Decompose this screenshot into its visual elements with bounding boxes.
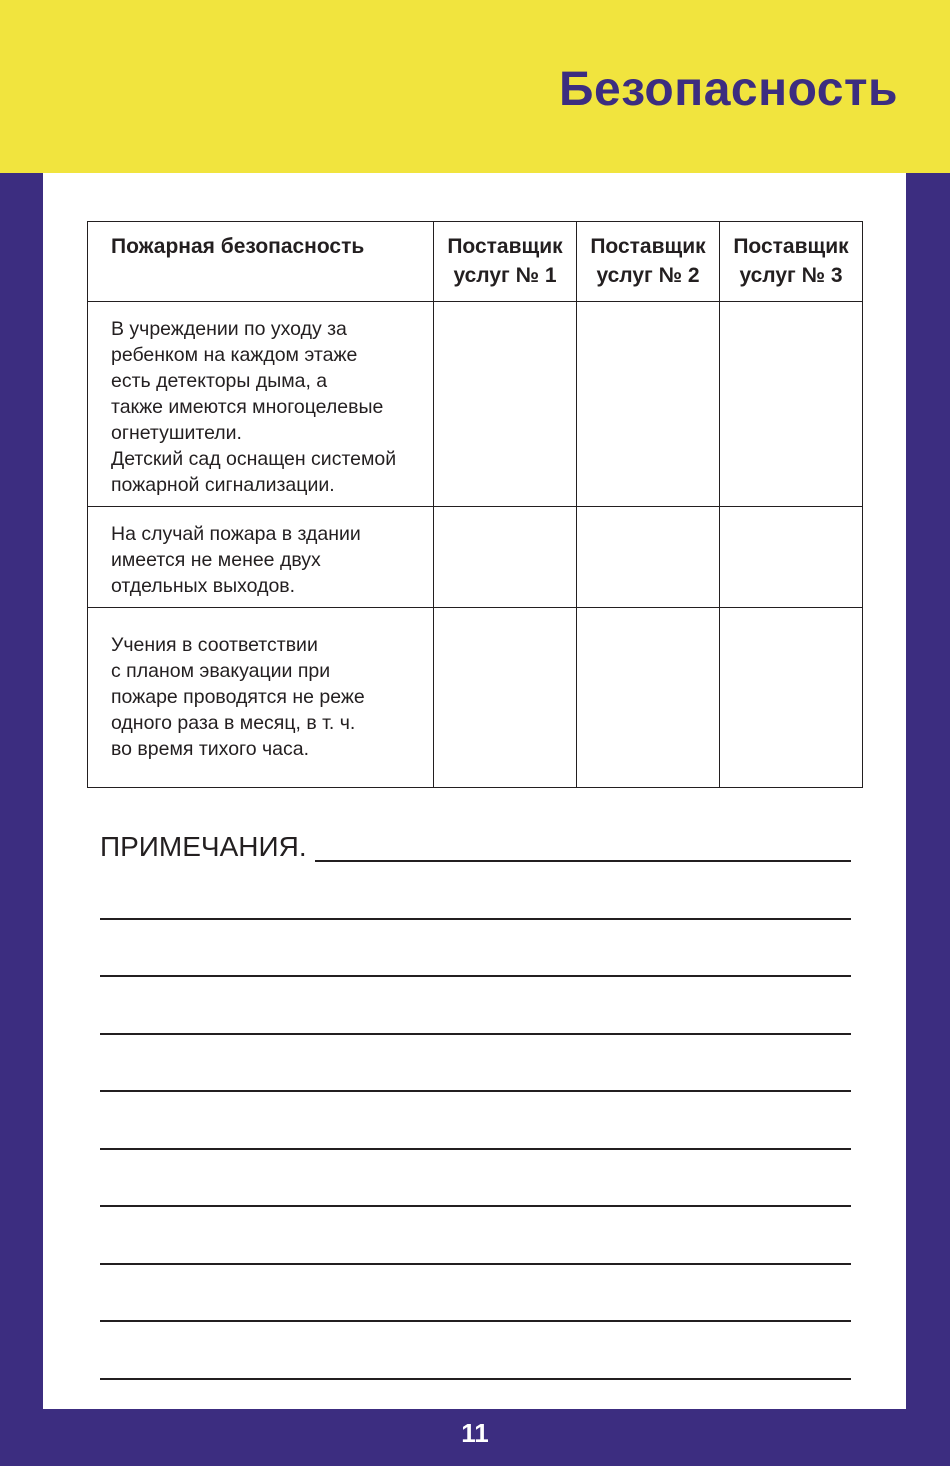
notes-write-line[interactable] — [100, 920, 851, 978]
criterion-line: В учреждении по уходу за — [111, 318, 347, 340]
answer-cell-provider-3[interactable] — [720, 507, 863, 608]
notes-write-line[interactable] — [100, 1150, 851, 1208]
notes-write-line[interactable] — [100, 1035, 851, 1093]
notes-write-line[interactable] — [100, 862, 851, 920]
criterion-cell — [88, 608, 434, 788]
criterion-line: огнетушители. — [111, 422, 242, 444]
page-number: 11 — [461, 1418, 489, 1448]
answer-cell-provider-1[interactable] — [434, 608, 577, 788]
table-row — [88, 302, 863, 507]
notes-first-line — [100, 828, 851, 862]
content-panel — [43, 173, 906, 1409]
table-row — [88, 608, 863, 788]
criterion-line: пожаре проводятся не реже — [111, 686, 365, 708]
criterion-line: одного раза в месяц, в т. ч. — [111, 712, 356, 734]
criterion-line: также имеются многоцелевые — [111, 396, 384, 418]
table-header-provider-1: Поставщик услуг № 1 — [434, 222, 577, 302]
criterion-line: отдельных выходов. — [111, 575, 296, 597]
notes-write-line[interactable] — [100, 1207, 851, 1265]
notes-label: ПРИМЕЧАНИЯ. — [100, 831, 307, 862]
answer-cell-provider-2[interactable] — [577, 507, 720, 608]
answer-cell-provider-2[interactable] — [577, 608, 720, 788]
criterion-line: имеется не менее двух — [111, 549, 321, 571]
criterion-line: Учения в соответствии — [111, 634, 318, 656]
answer-cell-provider-1[interactable] — [434, 302, 577, 507]
table-header-provider-3: Поставщик услуг № 3 — [720, 222, 863, 302]
criterion-line: пожарной сигнализации. — [111, 474, 335, 496]
answer-cell-provider-3[interactable] — [720, 302, 863, 507]
criterion-cell — [88, 507, 434, 608]
criterion-line: Детский сад оснащен системой — [111, 448, 397, 470]
criterion-line: с планом эвакуации при — [111, 660, 331, 682]
comparison-table — [87, 221, 863, 788]
criterion-line: есть детекторы дыма, а — [111, 370, 328, 392]
notes-write-line[interactable] — [315, 826, 851, 862]
notes-write-line[interactable] — [100, 1265, 851, 1323]
table-header-provider-2: Поставщик услуг № 2 — [577, 222, 720, 302]
notes-blank-lines — [100, 862, 851, 1380]
page-title: Безопасность — [559, 63, 898, 116]
criterion-line: ребенком на каждом этаже — [111, 344, 358, 366]
table-header-topic: Пожарная безопасность — [88, 222, 434, 302]
answer-cell-provider-1[interactable] — [434, 507, 577, 608]
header-band — [0, 0, 950, 173]
answer-cell-provider-2[interactable] — [577, 302, 720, 507]
table-header-row — [88, 222, 863, 302]
notes-write-line[interactable] — [100, 1092, 851, 1150]
notes-section — [100, 828, 851, 1380]
notes-write-line[interactable] — [100, 1322, 851, 1380]
criterion-line: На случай пожара в здании — [111, 523, 361, 545]
table-row — [88, 507, 863, 608]
criterion-line: во время тихого часа. — [111, 738, 309, 760]
answer-cell-provider-3[interactable] — [720, 608, 863, 788]
criterion-cell — [88, 302, 434, 507]
notes-write-line[interactable] — [100, 977, 851, 1035]
